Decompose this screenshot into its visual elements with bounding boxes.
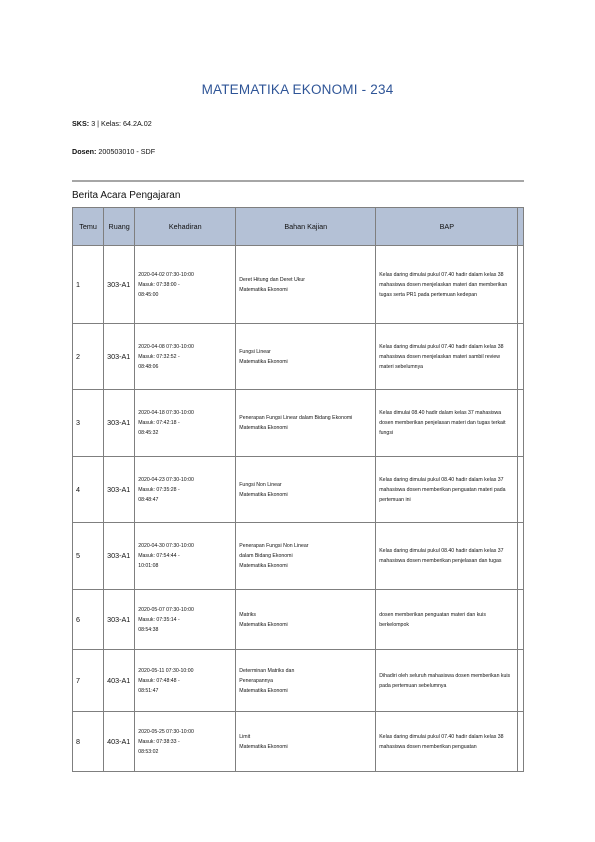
kehadiran-line: Masuk: 07:32:52 - xyxy=(138,353,180,360)
bap-cell: Kelas dimulai 08.40 hadir dalam kelas 37 mahasiswa dosen memberikan penjelasan materi dan tugas terkait fungsi xyxy=(376,390,518,457)
kehadiran-line: 2020-04-23 07:30-10:00 xyxy=(138,476,194,483)
ruang-cell: 303-A1 xyxy=(104,324,135,390)
kehadiran-line: 2020-05-07 07:30-10:00 xyxy=(138,606,194,613)
bahan-kajian-line: Matematika Ekonomi xyxy=(239,621,288,628)
bahan-kajian-line: Fungsi Non Linear xyxy=(239,481,282,488)
edge-cell xyxy=(518,324,524,390)
kehadiran-line: 2020-04-02 07:30-10:00 xyxy=(138,271,194,278)
ruang-cell: 303-A1 xyxy=(104,523,135,590)
bahan-kajian-line: Limit xyxy=(239,733,251,740)
kehadiran-cell xyxy=(135,246,236,324)
ruang-cell: 303-A1 xyxy=(104,246,135,324)
edge-cell xyxy=(518,457,524,523)
kehadiran-line: 08:53:02 xyxy=(138,748,159,755)
bap-cell: Dihadiri oleh seluruh mahasiswa dosen memberikan kuis pada pertemuan sebelumnya xyxy=(376,650,518,712)
bahan-kajian-line: Matematika Ekonomi xyxy=(239,563,288,569)
table-header-row xyxy=(73,208,524,246)
bahan-kajian-cell xyxy=(236,390,376,457)
bahan-kajian-line: Matematika Ekonomi xyxy=(239,743,288,750)
bap-cell: Kelas daring dimulai pukul 07.40 hadir dalam kelas 38 mahasiswa dosen menjelaskan materi sambil review materi sebelumnya xyxy=(376,324,518,390)
bahan-kajian-line: Matematika Ekonomi xyxy=(239,358,288,365)
ruang-cell: 403-A1 xyxy=(104,712,135,772)
kehadiran-cell xyxy=(135,650,236,712)
ruang-cell: 303-A1 xyxy=(104,390,135,457)
bahan-kajian-line: Matematika Ekonomi xyxy=(239,425,288,431)
temu-cell: 1 xyxy=(73,246,104,324)
bahan-kajian-line: Deret Hitung dan Deret Ukur xyxy=(239,276,306,283)
bahan-kajian-line: Penerapan Fungsi Non Linear xyxy=(239,543,309,549)
bahan-kajian-line: Matematika Ekonomi xyxy=(239,491,288,498)
kehadiran-cell xyxy=(135,457,236,523)
temu-cell: 8 xyxy=(73,712,104,772)
kehadiran-line: Masuk: 07:38:00 - xyxy=(138,281,180,288)
bahan-kajian-line: Penerapan Fungsi Linear dalam Bidang Ekonomi xyxy=(239,415,353,421)
col-bap: BAP xyxy=(376,208,518,246)
bap-cell: Kelas daring dimulai pukul 07.40 hadir dalam kelas 38 mahasiswa dosen menjelaskan materi dan memberikan tugas serta PR1 pada pertemuan kedepan xyxy=(376,246,518,324)
col-edge xyxy=(518,208,524,246)
kehadiran-line: 08:45:32 xyxy=(138,430,159,436)
sks-kelas-value: 3 | Kelas: 64.2A.02 xyxy=(91,119,152,128)
kehadiran-line: Masuk: 07:35:28 - xyxy=(138,486,180,493)
kehadiran-line: Masuk: 07:38:33 - xyxy=(138,738,180,745)
ruang-cell: 303-A1 xyxy=(104,457,135,523)
kehadiran-line: 2020-04-08 07:30-10:00 xyxy=(138,343,194,350)
kehadiran-cell xyxy=(135,390,236,457)
temu-cell: 2 xyxy=(73,324,104,390)
bahan-kajian-line: Penerapannya xyxy=(239,677,274,684)
bap-cell: Kelas daring dimulai pukul 07.40 hadir dalam kelas 38 mahasiswa dosen memberikan penguatan xyxy=(376,712,518,772)
edge-cell xyxy=(518,712,524,772)
kehadiran-line: Masuk: 07:54:44 - xyxy=(138,553,180,559)
temu-cell: 3 xyxy=(73,390,104,457)
kehadiran-cell xyxy=(135,712,236,772)
kehadiran-cell xyxy=(135,324,236,390)
edge-cell xyxy=(518,650,524,712)
col-bahan-kajian: Bahan Kajian xyxy=(236,208,376,246)
table-row xyxy=(73,324,524,390)
temu-cell: 6 xyxy=(73,590,104,650)
divider xyxy=(72,180,524,182)
kehadiran-line: 2020-04-18 07:30-10:00 xyxy=(138,410,194,416)
kehadiran-line: 2020-05-11 07:30-10:00 xyxy=(138,667,194,674)
table-row xyxy=(73,523,524,590)
bahan-kajian-cell xyxy=(236,523,376,590)
edge-cell xyxy=(518,390,524,457)
kehadiran-line: 08:51:47 xyxy=(138,687,159,694)
page-title: MATEMATIKA EKONOMI - 234 xyxy=(201,82,394,97)
table-row xyxy=(73,650,524,712)
edge-cell xyxy=(518,590,524,650)
bahan-kajian-line: Determinan Matriks dan xyxy=(239,667,295,674)
kehadiran-line: 2020-05-25 07:30-10:00 xyxy=(138,728,194,735)
bahan-kajian-cell xyxy=(236,246,376,324)
kehadiran-cell xyxy=(135,523,236,590)
kehadiran-line: 08:45:00 xyxy=(138,291,159,298)
kehadiran-line: 10:01:08 xyxy=(138,563,159,569)
sks-kelas-line xyxy=(72,119,152,128)
kehadiran-line: 08:48:47 xyxy=(138,496,159,503)
kehadiran-line: 2020-04-30 07:30-10:00 xyxy=(138,543,194,549)
table-row xyxy=(73,246,524,324)
edge-cell xyxy=(518,523,524,590)
edge-cell xyxy=(518,246,524,324)
col-temu: Temu xyxy=(73,208,104,246)
table-row xyxy=(73,712,524,772)
ruang-cell: 303-A1 xyxy=(104,590,135,650)
bap-table xyxy=(72,207,524,772)
table-row xyxy=(73,590,524,650)
ruang-cell: 403-A1 xyxy=(104,650,135,712)
kehadiran-line: 08:54:38 xyxy=(138,626,159,633)
dosen-line xyxy=(72,147,155,156)
table-row xyxy=(73,457,524,523)
kehadiran-line: Masuk: 07:35:14 - xyxy=(138,616,180,623)
bahan-kajian-cell xyxy=(236,324,376,390)
temu-cell: 4 xyxy=(73,457,104,523)
bahan-kajian-line: Fungsi Linear xyxy=(239,348,271,355)
col-ruang: Ruang xyxy=(104,208,135,246)
bahan-kajian-cell xyxy=(236,457,376,523)
bahan-kajian-line: Matriks xyxy=(239,611,256,618)
dosen-value: 200503010 - SDF xyxy=(98,147,156,156)
kehadiran-cell xyxy=(135,590,236,650)
bahan-kajian-line: Matematika Ekonomi xyxy=(239,286,288,293)
kehadiran-line: 08:48:06 xyxy=(138,363,159,370)
bahan-kajian-line: dalam Bidang Ekonomi xyxy=(239,553,293,559)
bahan-kajian-cell xyxy=(236,712,376,772)
temu-cell: 7 xyxy=(73,650,104,712)
table-body xyxy=(73,246,524,772)
col-kehadiran: Kehadiran xyxy=(135,208,236,246)
bap-cell: Kelas daring dimulai pukul 08.40 hadir dalam kelas 37 mahasiswa dosen memberikan penjelasan dan tugas xyxy=(376,523,518,590)
temu-cell: 5 xyxy=(73,523,104,590)
kehadiran-line: Masuk: 07:42:18 - xyxy=(138,420,180,426)
bahan-kajian-line: Matematika Ekonomi xyxy=(239,687,288,694)
section-title: Berita Acara Pengajaran xyxy=(72,190,181,201)
bahan-kajian-cell xyxy=(236,650,376,712)
bap-cell: Kelas daring dimulai pukul 08.40 hadir dalam kelas 37 mahasiswa dosen memberikan penguatan materi pada pertemuan ini xyxy=(376,457,518,523)
bahan-kajian-cell xyxy=(236,590,376,650)
kehadiran-line: Masuk: 07:48:48 - xyxy=(138,677,180,684)
sks-label: SKS: xyxy=(72,119,90,128)
table-row xyxy=(73,390,524,457)
dosen-label: Dosen: xyxy=(72,147,97,156)
bap-cell: dosen memberikan penguatan materi dan kuis berkelompok xyxy=(376,590,518,650)
